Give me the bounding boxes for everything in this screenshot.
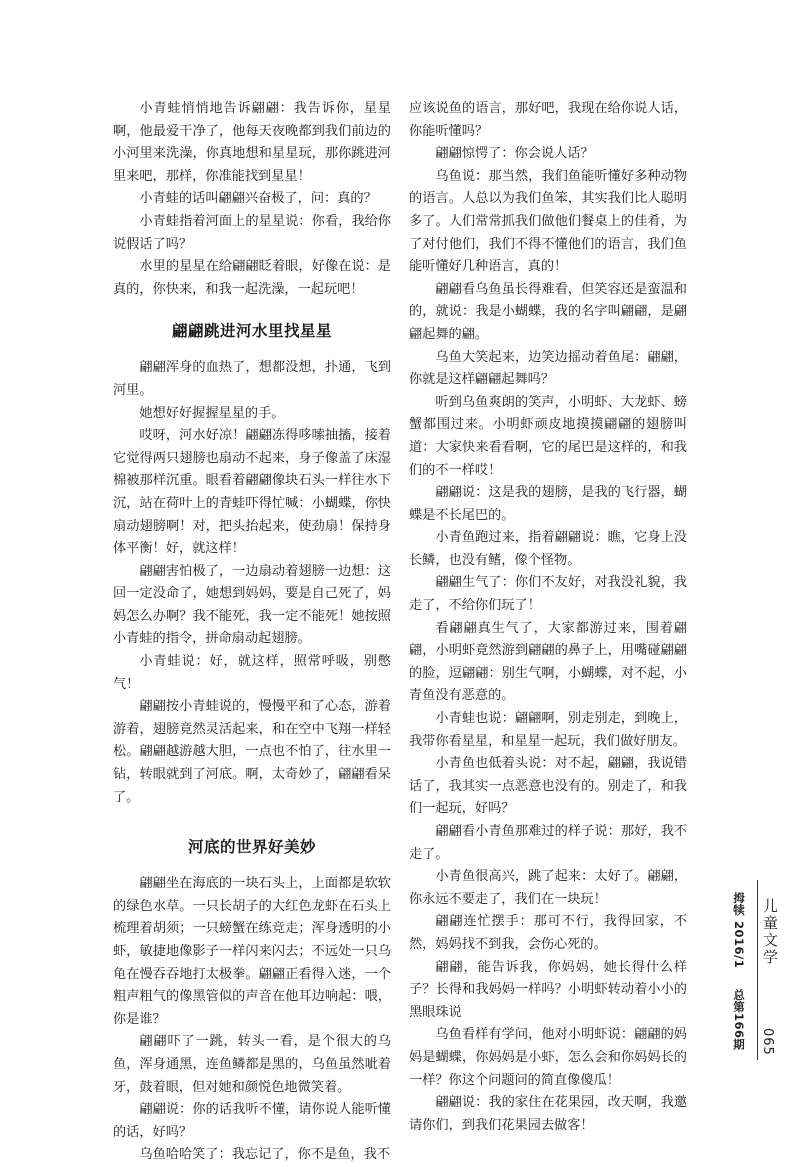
paragraph: 乌鱼看样有学问，他对小明虾说：翩翩的妈妈是蝴蝶，你妈妈是小虾，怎么会和你妈妈长的一样？你这个问题问的简直像傻瓜！ (409, 1027, 687, 1088)
paragraph: 小青蛙说：好，就这样，照常呼吸，别憋气！ (113, 654, 391, 692)
paragraph: 翩翩害怕极了，一边扇动着翅膀一边想：这回一定没命了，她想到妈妈，要是自己死了，妈妈怎么办啊？我不能死，我一定不能死！她按照小青蛙的指令，拼命扇动起翅膀。 (113, 563, 391, 647)
paragraph: 小青鱼也低着头说：对不起，翩翩，我说错话了，我其实一点恶意也没有的。别走了，和我们一起玩，好吗？ (409, 756, 687, 817)
paragraph: 她想好好握握星星的手。 (139, 405, 285, 421)
paragraph: 翩翩浑身的血热了，想都没想，扑通，飞到河里。 (113, 360, 391, 398)
paragraph: 小青鱼跑过来，指着翩翩说：瞧，它身上没长鳞，也没有鳍，像个怪物。 (409, 530, 687, 568)
total-issue: 总第166期 (732, 988, 746, 1051)
paragraph: 看翩翩真生气了，大家都游过来，围着翩翩，小明虾竟然游到翩翩的鼻子上，用嘴碰翩翩的脸，逗翩翩：别生气啊，小蝴蝶，对不起，小青鱼没有恶意的。 (409, 620, 687, 704)
paragraph: 翩翩看小青鱼那难过的样子说：那好，我不走了。 (409, 824, 687, 862)
divider (757, 880, 758, 1060)
intro-section (113, 98, 391, 301)
paragraph: 水里的星星在给翩翩眨着眼，好像在说：是真的，你快来，和我一起洗澡，一起玩吧！ (113, 259, 391, 297)
paragraph: 小青蛙指着河面上的星星说：你看，我给你说假话了吗？ (113, 213, 391, 252)
paragraph: 翩翩连忙摆手：那可不行，我得回家，不然，妈妈找不到我，会伤心死的。 (409, 914, 687, 952)
paragraph: 听到乌鱼爽朗的笑声，小明虾、大龙虾、螃蟹都围过来。小明虾顽皮地摸摸翩翩的翅膀叫道：大家快来看看啊，它的尾巴是这样的，和我们的不一样哎！ (409, 394, 687, 478)
section-heading: 翩翩跳进河水里找星星 (171, 322, 332, 341)
magazine-title: 儿童文学 (761, 898, 779, 966)
paragraph: 小青蛙的话叫翩翩兴奋极了，问：真的？ (139, 191, 377, 207)
paragraph: 翩翩看乌鱼虽长得难看，但笑容还是蛮温和的，就说：我是小蝴蝶，我的名字叫翩翩，是翩翩起舞的翩。 (409, 281, 687, 342)
paragraph: 乌鱼说：那当然，我们鱼能听懂好多种动物的语言。人总以为我们鱼笨，其实我们比人聪明多了。人们常常抓我们做他们餐桌上的佳肴，为了对付他们，我们不得不懂他们的语言，我们鱼能听懂好几种语言，真的！ (409, 168, 687, 275)
paragraph: 翩翩说：这是我的翅膀，是我的飞行器，蝴蝶是不长尾巴的。 (409, 485, 687, 523)
paragraph: 翩翩惊愕了：你会说人话？ (435, 146, 594, 162)
paragraph: 翩翩说：我的家住在花果园，改天啊，我邀请你们，到我们花果园去做客！ (409, 1095, 687, 1133)
paragraph: 小青鱼很高兴，跳了起来：太好了。翩翩，你永远不要走了，我们在一块玩！ (409, 869, 687, 907)
page-number: 065 (760, 1028, 775, 1056)
story-section-1 (113, 357, 391, 809)
issue-date: 2016/1 (732, 920, 746, 968)
story-section-2 (113, 873, 391, 1167)
paragraph: 翩翩按小青蛙说的，慢慢平和了心态，游着游着，翅膀竟然灵活起来，和在空中飞翔一样轻松。翩翩越游越大胆，一点也不怕了，往水里一钻，转眼就到了河底。啊，太奇妙了，翩翩看呆了。 (113, 699, 391, 805)
paragraph: 翩翩坐在海底的一块石头上，上面都是软软的绿色水草。一只长胡子的大红色龙虾在石头上梳理着胡须；一只螃蟹在练竞走；浑身透明的小虾，敏捷地像影子一样闪来闪去；不远处一只乌龟在慢吞吞地打太极拳。翩翩正看得入迷，一个粗声粗气的像黑管似的声音在他耳边响起：喂，你是谁？ (113, 876, 391, 1027)
journal-name: 拇犊 (732, 892, 746, 916)
paragraph: 翩翩生气了：你们不友好，对我没礼貌，我走了，不给你们玩了！ (409, 575, 687, 614)
paragraph: 小青蛙悄悄地告诉翩翩：我告诉你，星星啊，他最爱干净了，他每天夜晚都到我们前边的小河里来洗澡，你真地想和星星玩，那你跳进河里来吧，那样，你准能找到星星！ (113, 101, 391, 184)
paragraph: 翩翩，能告诉我，你妈妈，她长得什么样子？长得和我妈妈一样吗？小明虾转动着小小的黑眼珠说 (409, 959, 687, 1020)
section-heading: 河底的世界好美妙 (187, 838, 316, 857)
paragraph: 翩翩说：你的话我听不懂，请你说人能听懂的话，好吗？ (113, 1102, 391, 1140)
paragraph: 乌鱼哈哈笑了：我忘记了，你不是鱼，我不 (139, 1147, 390, 1163)
paragraph: 小青蛙也说：翩翩啊，别走别走，到晚上，我带你看星星，和星星一起玩，我们做好朋友。 (409, 711, 687, 749)
issue-info (731, 892, 747, 1050)
paragraph: 哎呀，河水好凉！翩翩冻得哆嗦抽搐，接着它觉得两只翅膀也扇动不起来，身子像盖了床湿棉被那样沉重。眼看着翩翩像块石头一样往水下沉，站在荷叶上的青蛙吓得忙喊：小蝴蝶，你快扇动翅膀啊！对，把头抬起来，使劲扇！保持身体平衡！好，就这样！ (113, 428, 391, 557)
paragraph: 乌鱼大笑起来，边笑边摇动着鱼尾：翩翩，你就是这样翩翩起舞吗？ (409, 349, 687, 388)
paragraph-continuation: 应该说鱼的语言，那好吧，我现在给你说人话，你能听懂吗？ (409, 101, 687, 139)
left-column (113, 98, 391, 1167)
right-column (409, 98, 687, 1137)
paragraph: 翩翩吓了一跳，转头一看，是个很大的乌鱼，浑身通黑，连鱼鳞都是黑的，乌鱼虽然呲着牙，鼓着眼，但对她和颜悦色地微笑着。 (113, 1034, 391, 1095)
